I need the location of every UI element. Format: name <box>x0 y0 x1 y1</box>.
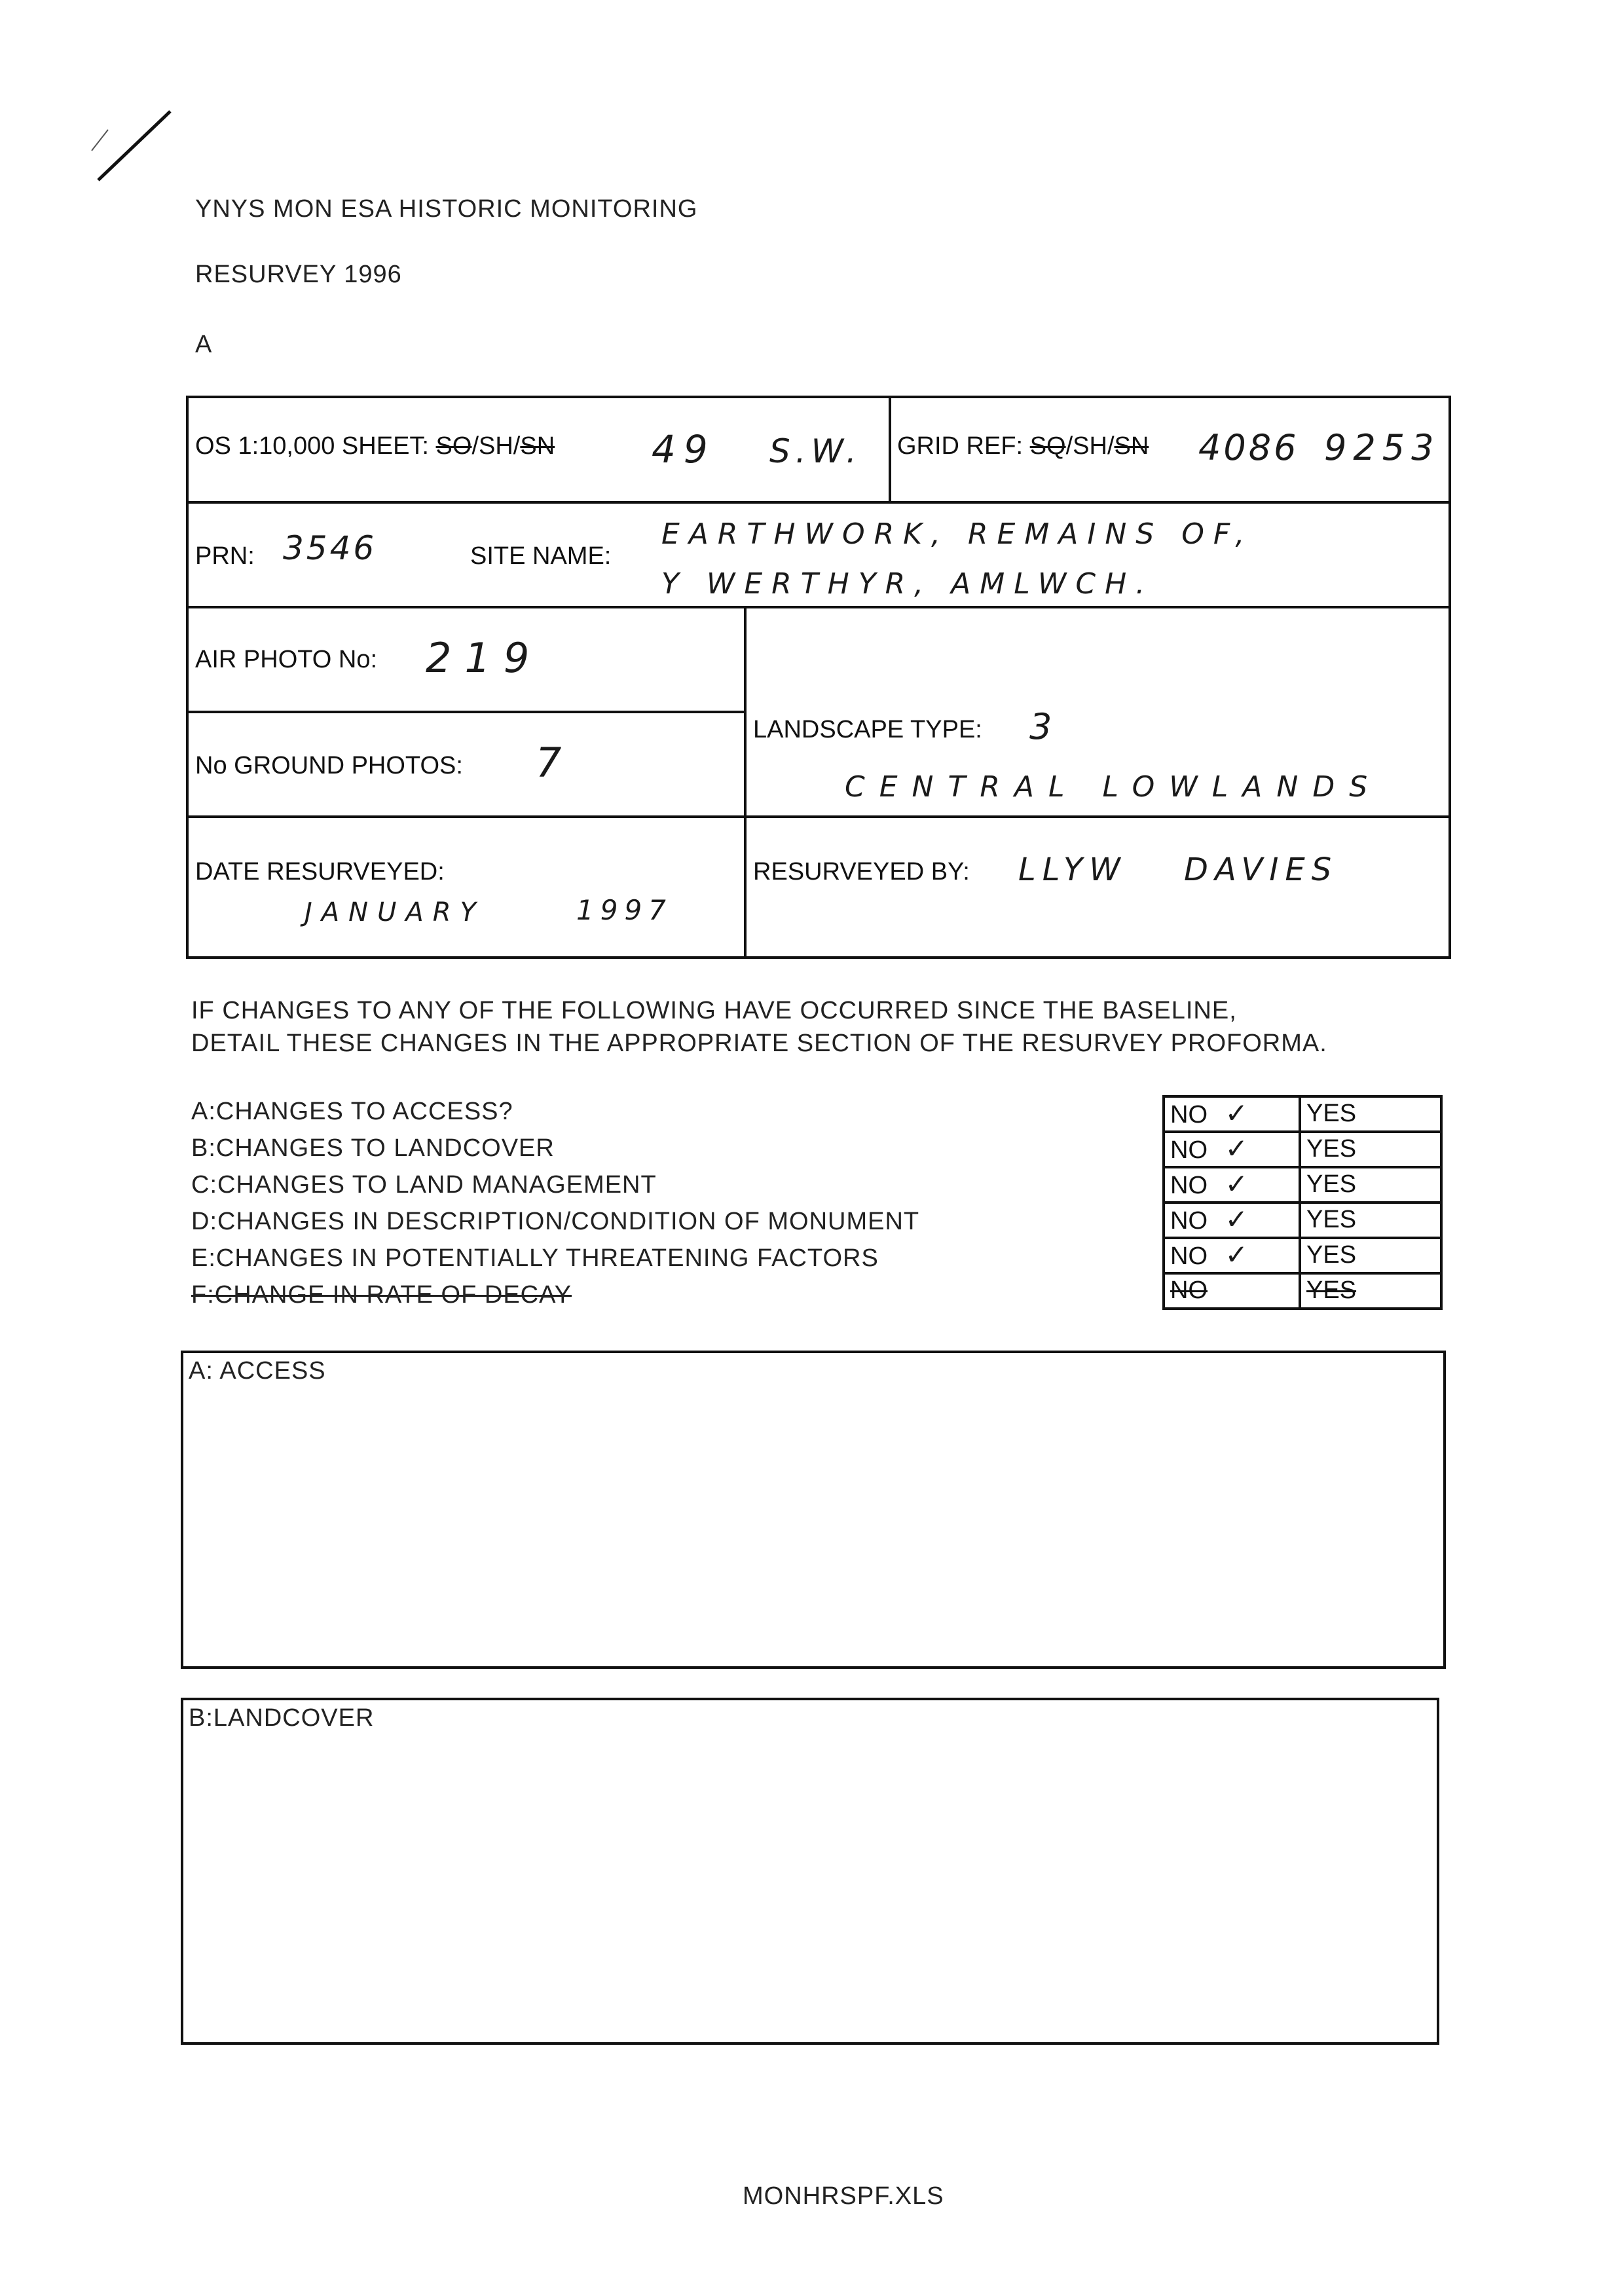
change-b-yes-label: YES <box>1306 1135 1357 1163</box>
form-divider <box>186 815 1451 818</box>
change-e-no-label: NO <box>1170 1242 1208 1270</box>
os-sheet-number-value: 49 <box>652 427 716 472</box>
change-f-no-box <box>1162 1272 1301 1310</box>
footer-filename: MONHRSPF.XLS <box>743 2182 944 2210</box>
instructions-line-1: IF CHANGES TO ANY OF THE FOLLOWING HAVE OCCURRED SINCE THE BASELINE, <box>191 997 1237 1024</box>
change-e-yes-box[interactable] <box>1299 1237 1443 1275</box>
ground-photos-value[interactable]: 7 <box>536 739 571 787</box>
change-e-no-box[interactable] <box>1162 1237 1301 1275</box>
page-title: YNYS MON ESA HISTORIC MONITORING <box>195 195 698 223</box>
landcover-section-label: B:LANDCOVER <box>189 1704 375 1732</box>
resurveyed-by-label: RESURVEYED BY: <box>753 858 970 886</box>
grid-ref-field[interactable] <box>897 432 1149 460</box>
change-b-no-box[interactable] <box>1162 1130 1301 1168</box>
date-resurveyed-label: DATE RESURVEYED: <box>195 858 445 886</box>
landcover-section[interactable] <box>181 1698 1439 2045</box>
instructions-line-2: DETAIL THESE CHANGES IN THE APPROPRIATE SECTION OF THE RESURVEY PROFORMA. <box>191 1030 1327 1057</box>
change-b-yes-box[interactable] <box>1299 1130 1443 1168</box>
grid-ref-easting-value: 4086 <box>1198 427 1299 468</box>
check-mark-icon: ✓ <box>1225 1239 1248 1271</box>
site-name-label: SITE NAME: <box>470 542 612 570</box>
change-d-no-label: NO <box>1170 1207 1208 1235</box>
change-e-yes-label: YES <box>1306 1241 1357 1269</box>
change-b-no-label: NO <box>1170 1136 1208 1164</box>
check-mark-icon: ✓ <box>1225 1203 1248 1235</box>
change-c-label: C:CHANGES TO LAND MANAGEMENT <box>191 1171 657 1199</box>
change-d-yes-label: YES <box>1306 1206 1357 1233</box>
os-sheet-field[interactable] <box>195 432 555 460</box>
os-sheet-prefix-sn: SN <box>520 432 555 460</box>
date-resurveyed-month-value[interactable]: JANUARY <box>304 897 485 927</box>
form-divider <box>186 606 1451 608</box>
grid-ref-prefix-sn: SN <box>1114 432 1149 460</box>
change-d-label: D:CHANGES IN DESCRIPTION/CONDITION OF MONUMENT <box>191 1208 920 1235</box>
pen-mark-icon <box>79 98 183 190</box>
change-c-yes-box[interactable] <box>1299 1166 1443 1204</box>
form-divider <box>186 711 744 713</box>
access-section-label: A: ACCESS <box>189 1357 326 1385</box>
check-mark-icon: ✓ <box>1225 1097 1248 1129</box>
change-b-label: B:CHANGES TO LANDCOVER <box>191 1134 555 1162</box>
form-divider <box>889 396 891 502</box>
page-subtitle: RESURVEY 1996 <box>195 261 402 288</box>
landscape-type-desc-value[interactable]: CENTRAL LOWLANDS <box>845 770 1382 804</box>
form-divider <box>186 501 1451 504</box>
air-photo-value[interactable]: 219 <box>426 634 543 682</box>
change-f-yes-label: YES <box>1306 1277 1357 1304</box>
change-d-yes-box[interactable] <box>1299 1201 1443 1239</box>
resurveyed-by-first-value[interactable]: LLYW <box>1018 851 1127 888</box>
change-a-no-box[interactable] <box>1162 1095 1301 1133</box>
resurveyed-by-last-value[interactable]: DAVIES <box>1184 851 1338 888</box>
change-a-yes-box[interactable] <box>1299 1095 1443 1133</box>
change-c-no-box[interactable] <box>1162 1166 1301 1204</box>
change-c-yes-label: YES <box>1306 1170 1357 1198</box>
grid-ref-prefix-sh: /SH/ <box>1065 432 1115 460</box>
air-photo-label: AIR PHOTO No: <box>195 646 378 673</box>
landscape-type-label: LANDSCAPE TYPE: <box>753 716 982 743</box>
os-sheet-quarter-value: S.W. <box>769 432 862 470</box>
change-f-yes-box <box>1299 1272 1443 1310</box>
site-name-line1-value[interactable]: EARTHWORK, REMAINS OF, <box>661 517 1254 551</box>
change-a-no-label: NO <box>1170 1101 1208 1129</box>
os-sheet-label: OS 1:10,000 SHEET: <box>195 432 429 460</box>
change-d-no-box[interactable] <box>1162 1201 1301 1239</box>
prn-label: PRN: <box>195 542 255 570</box>
landscape-type-value[interactable]: 3 <box>1029 706 1061 747</box>
site-name-line2-value[interactable]: Y WERTHYR, AMLWCH. <box>661 567 1154 601</box>
prn-value[interactable]: 3546 <box>283 529 377 567</box>
change-f-no-label: NO <box>1170 1277 1208 1304</box>
access-section[interactable] <box>181 1351 1446 1669</box>
change-e-label: E:CHANGES IN POTENTIALLY THREATENING FACTORS <box>191 1244 879 1272</box>
form-letter: A <box>195 331 213 358</box>
os-sheet-prefix-sh: /SH/ <box>471 432 521 460</box>
form-divider <box>744 606 747 959</box>
date-resurveyed-year-value[interactable]: 1997 <box>576 894 673 926</box>
ground-photos-label: No GROUND PHOTOS: <box>195 752 463 779</box>
grid-ref-label: GRID REF: <box>897 432 1024 460</box>
grid-ref-prefix-sq: SQ <box>1029 432 1066 460</box>
change-c-no-label: NO <box>1170 1172 1208 1199</box>
grid-ref-northing-value: 9253 <box>1324 427 1441 468</box>
check-mark-icon: ✓ <box>1225 1168 1248 1200</box>
change-f-label: F:CHANGE IN RATE OF DECAY <box>191 1281 572 1309</box>
change-a-yes-label: YES <box>1306 1100 1357 1127</box>
os-sheet-prefix-so: SO <box>435 432 472 460</box>
check-mark-icon: ✓ <box>1225 1132 1248 1165</box>
change-a-label: A:CHANGES TO ACCESS? <box>191 1098 513 1125</box>
